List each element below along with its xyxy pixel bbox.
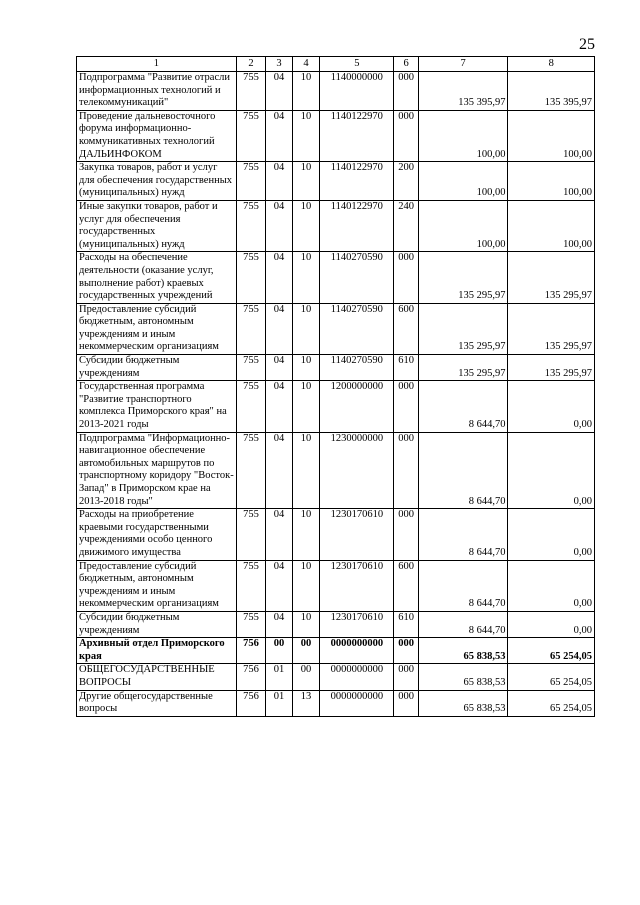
table-row: [77, 560, 595, 611]
row-name-cell: Расходы на обеспечение деятельности (оказание услуг, выполнение работ) краевых государственных учреждений: [77, 252, 237, 303]
amount-cell: 135 395,97: [418, 72, 508, 111]
code-cell: 0000000000: [320, 664, 394, 690]
code-cell: 10: [292, 509, 319, 560]
amount-cell: 65 254,05: [508, 664, 595, 690]
amount-cell: 100,00: [418, 200, 508, 251]
code-cell: 04: [266, 611, 292, 637]
amount-cell: 100,00: [418, 110, 508, 161]
code-cell: 01: [266, 690, 292, 716]
code-cell: 755: [236, 432, 266, 509]
code-cell: 1230000000: [320, 432, 394, 509]
code-cell: 10: [292, 381, 319, 432]
code-cell: 755: [236, 200, 266, 251]
row-name-cell: Предоставление субсидий бюджетным, автономным учреждениям и иным некоммерческим организациям: [77, 560, 237, 611]
row-name-cell: Подпрограмма "Развитие отрасли информационных технологий и телекоммуникаций": [77, 72, 237, 111]
code-cell: 755: [236, 252, 266, 303]
amount-cell: 65 838,53: [418, 690, 508, 716]
table-row: [77, 690, 595, 716]
row-name-cell: Субсидии бюджетным учреждениям: [77, 355, 237, 381]
header-cell: 2: [236, 57, 266, 72]
code-cell: 04: [266, 560, 292, 611]
code-cell: 10: [292, 200, 319, 251]
amount-cell: 8 644,70: [418, 560, 508, 611]
code-cell: 1140122970: [320, 162, 394, 201]
table-row: [77, 200, 595, 251]
code-cell: 600: [394, 303, 418, 354]
code-cell: 01: [266, 664, 292, 690]
code-cell: 755: [236, 355, 266, 381]
code-cell: 756: [236, 638, 266, 664]
code-cell: 000: [394, 381, 418, 432]
code-cell: 04: [266, 110, 292, 161]
table-row: [77, 381, 595, 432]
code-cell: 1140122970: [320, 110, 394, 161]
code-cell: 1230170610: [320, 509, 394, 560]
table-row: [77, 509, 595, 560]
row-name-cell: Архивный отдел Приморского края: [77, 638, 237, 664]
code-cell: 240: [394, 200, 418, 251]
code-cell: 1140122970: [320, 200, 394, 251]
amount-cell: 135 295,97: [508, 355, 595, 381]
code-cell: 755: [236, 303, 266, 354]
code-cell: 000: [394, 509, 418, 560]
amount-cell: 8 644,70: [418, 611, 508, 637]
header-cell: 7: [418, 57, 508, 72]
amount-cell: 65 254,05: [508, 638, 595, 664]
code-cell: 00: [266, 638, 292, 664]
code-cell: 755: [236, 560, 266, 611]
budget-table: [76, 56, 595, 717]
code-cell: 00: [292, 638, 319, 664]
table-row: [77, 355, 595, 381]
amount-cell: 0,00: [508, 560, 595, 611]
amount-cell: 135 395,97: [508, 72, 595, 111]
amount-cell: 100,00: [508, 200, 595, 251]
code-cell: 755: [236, 611, 266, 637]
amount-cell: 135 295,97: [508, 252, 595, 303]
code-cell: 000: [394, 110, 418, 161]
code-cell: 1140270590: [320, 303, 394, 354]
header-cell: 1: [77, 57, 237, 72]
code-cell: 04: [266, 252, 292, 303]
code-cell: 1140000000: [320, 72, 394, 111]
code-cell: 000: [394, 432, 418, 509]
row-name-cell: ОБЩЕГОСУДАРСТВЕННЫЕ ВОПРОСЫ: [77, 664, 237, 690]
code-cell: 10: [292, 611, 319, 637]
code-cell: 755: [236, 509, 266, 560]
code-cell: 10: [292, 432, 319, 509]
code-cell: 756: [236, 664, 266, 690]
code-cell: 13: [292, 690, 319, 716]
code-cell: 10: [292, 355, 319, 381]
amount-cell: 0,00: [508, 509, 595, 560]
table-row: [77, 162, 595, 201]
code-cell: 0000000000: [320, 690, 394, 716]
code-cell: 1230170610: [320, 611, 394, 637]
amount-cell: 65 838,53: [418, 664, 508, 690]
code-cell: 000: [394, 690, 418, 716]
amount-cell: 135 295,97: [508, 303, 595, 354]
amount-cell: 8 644,70: [418, 509, 508, 560]
amount-cell: 100,00: [508, 162, 595, 201]
code-cell: 10: [292, 560, 319, 611]
code-cell: 1140270590: [320, 355, 394, 381]
table-row: [77, 110, 595, 161]
code-cell: 756: [236, 690, 266, 716]
code-cell: 10: [292, 303, 319, 354]
row-name-cell: Проведение дальневосточного форума информационно-коммуникативных технологий ДАЛЬИНФОКОМ: [77, 110, 237, 161]
code-cell: 000: [394, 664, 418, 690]
amount-cell: 8 644,70: [418, 381, 508, 432]
amount-cell: 0,00: [508, 611, 595, 637]
code-cell: 600: [394, 560, 418, 611]
table-row: [77, 611, 595, 637]
header-cell: 6: [394, 57, 418, 72]
amount-cell: 0,00: [508, 381, 595, 432]
header-cell: 8: [508, 57, 595, 72]
code-cell: 04: [266, 72, 292, 111]
code-cell: 000: [394, 252, 418, 303]
row-name-cell: Другие общегосударственные вопросы: [77, 690, 237, 716]
code-cell: 610: [394, 355, 418, 381]
amount-cell: 100,00: [508, 110, 595, 161]
code-cell: 1200000000: [320, 381, 394, 432]
code-cell: 755: [236, 381, 266, 432]
code-cell: 00: [292, 664, 319, 690]
header-cell: 4: [292, 57, 319, 72]
row-name-cell: Субсидии бюджетным учреждениям: [77, 611, 237, 637]
amount-cell: 100,00: [418, 162, 508, 201]
table-header-row: [77, 57, 595, 72]
code-cell: 10: [292, 110, 319, 161]
code-cell: 04: [266, 200, 292, 251]
code-cell: 000: [394, 638, 418, 664]
code-cell: 1140270590: [320, 252, 394, 303]
code-cell: 04: [266, 355, 292, 381]
amount-cell: 135 295,97: [418, 303, 508, 354]
amount-cell: 135 295,97: [418, 355, 508, 381]
row-name-cell: Предоставление субсидий бюджетным, автономным учреждениям и иным некоммерческим организациям: [77, 303, 237, 354]
code-cell: 04: [266, 162, 292, 201]
table-row: [77, 252, 595, 303]
amount-cell: 65 838,53: [418, 638, 508, 664]
code-cell: 755: [236, 110, 266, 161]
amount-cell: 135 295,97: [418, 252, 508, 303]
code-cell: 04: [266, 303, 292, 354]
code-cell: 200: [394, 162, 418, 201]
code-cell: 10: [292, 72, 319, 111]
table-row: [77, 638, 595, 664]
row-name-cell: Расходы на приобретение краевыми государственными учреждениями особо ценного движимого имущества: [77, 509, 237, 560]
amount-cell: 65 254,05: [508, 690, 595, 716]
code-cell: 755: [236, 162, 266, 201]
amount-cell: 0,00: [508, 432, 595, 509]
code-cell: 10: [292, 162, 319, 201]
header-cell: 5: [320, 57, 394, 72]
code-cell: 000: [394, 72, 418, 111]
page-number: 25: [579, 36, 595, 53]
table-row: [77, 432, 595, 509]
header-cell: 3: [266, 57, 292, 72]
code-cell: 1230170610: [320, 560, 394, 611]
amount-cell: 8 644,70: [418, 432, 508, 509]
code-cell: 0000000000: [320, 638, 394, 664]
code-cell: 10: [292, 252, 319, 303]
table-row: [77, 72, 595, 111]
table-row: [77, 664, 595, 690]
row-name-cell: Иные закупки товаров, работ и услуг для обеспечения государственных (муниципальных) нужд: [77, 200, 237, 251]
code-cell: 04: [266, 432, 292, 509]
code-cell: 610: [394, 611, 418, 637]
row-name-cell: Подпрограмма "Информационно-навигационное обеспечение автомобильных маршрутов по транспортному коридору "Восток-Запад" в Приморском крае на 2013-2018 годы": [77, 432, 237, 509]
table-row: [77, 303, 595, 354]
code-cell: 04: [266, 381, 292, 432]
code-cell: 04: [266, 509, 292, 560]
table-body: [77, 72, 595, 717]
row-name-cell: Закупка товаров, работ и услуг для обеспечения государственных (муниципальных) нужд: [77, 162, 237, 201]
code-cell: 755: [236, 72, 266, 111]
row-name-cell: Государственная программа "Развитие транспортного комплекса Приморского края" на 2013-2021 годы: [77, 381, 237, 432]
